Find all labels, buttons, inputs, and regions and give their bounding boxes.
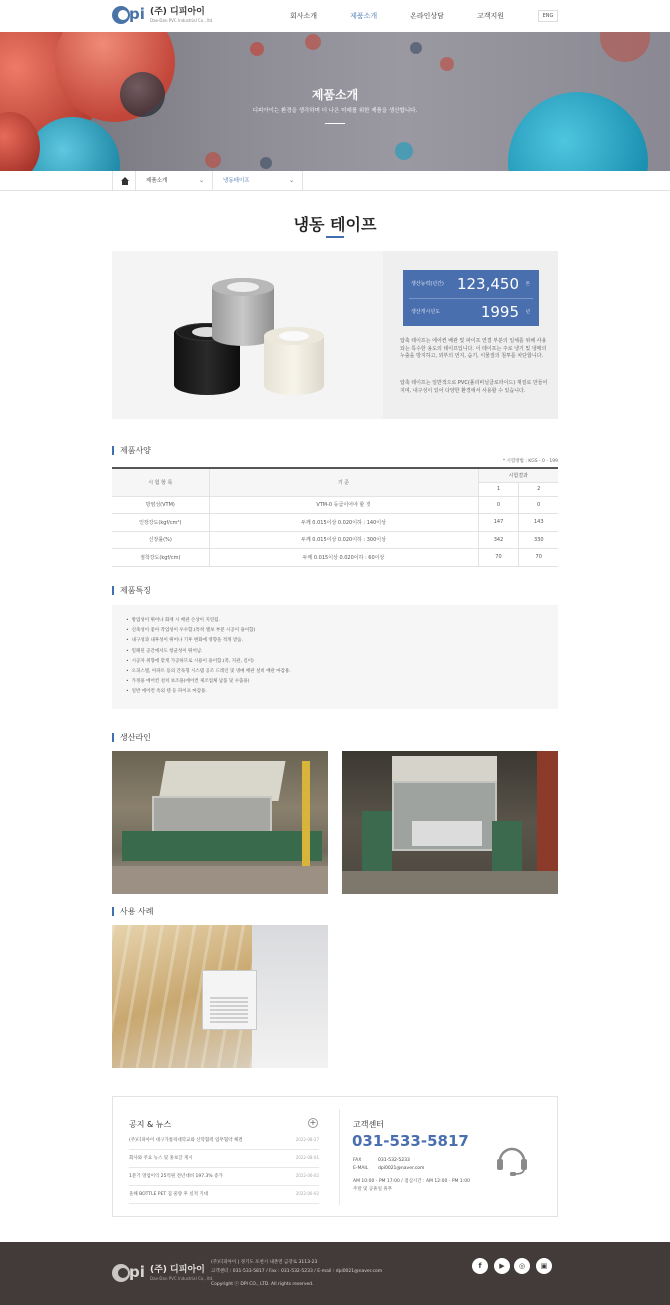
customer-hours: AM 10:00 - PM 17:00 / 점심시간 : AM 12:00 - PM 1:00: [353, 1179, 470, 1184]
info-divider: [339, 1109, 340, 1205]
spec-heading: 제품사양: [112, 446, 151, 455]
product-desc-1: 압축 테이프는 에어컨 배관 및 파이프 연결 부분의 일체를 위해 사용되는 특수한 용도의 테이프입니다. 이 테이프는 주로 냉기 및 냉매의 누출을 방지하고, 외부의 먼지, 습기, 이물질의 침투를 차단합니다.: [400, 338, 547, 359]
spec-col-r1: 1: [478, 482, 519, 496]
blog-icon[interactable]: ▣: [536, 1258, 552, 1274]
stat-box: [403, 270, 539, 326]
spec-col-item: 시 험 항 목: [112, 468, 209, 496]
lang-button[interactable]: ENG: [538, 10, 558, 22]
footer-logo-name: (주) 디피아이: [150, 1264, 205, 1275]
list-item: • 내구성과 내후성이 뛰어나 기후 변화에 영향을 적게 받음.: [126, 636, 558, 646]
stat-start-year: 생산개시년도 1995 년: [411, 303, 530, 321]
site-header: [0, 0, 670, 32]
hero-title: 제품소개: [311, 88, 359, 102]
spec-col-standard: 기 준: [209, 468, 478, 496]
spec-col-r2: 2: [519, 482, 558, 496]
customer-fax: FAX 031-532-5233: [353, 1158, 410, 1163]
footer-logo[interactable]: [112, 1262, 214, 1284]
table-row: 방염성(VTM) VTM-0 등급이어야 할 것 0 0: [112, 496, 558, 513]
logo-sub: Dae-Dan PVC Industrial Co., ltd.: [150, 17, 214, 23]
hero-divider: [325, 123, 345, 124]
stat-capacity: 생산능력(년간) 123,450 톤: [411, 275, 530, 293]
customer-holiday: 주말 및 공휴일 휴무: [353, 1187, 393, 1192]
footer-copyright: Copyright ⓒ DPI CO., LTD. All rights reserved.: [211, 1282, 314, 1287]
list-item: • 신축성이 좋아 작업성이 우수함.(특히 엘보 부분 시공이 용이함): [126, 626, 558, 636]
production-photo-1: [112, 751, 328, 894]
spec-col-result: 시험결과: [478, 468, 558, 482]
logo-name: (주) 디피아이: [150, 6, 205, 17]
chevron-down-icon: ⌄: [288, 177, 294, 184]
footer-contact: 고객센터 : 031-533-5817 / Fax : 031-532-5233 / E-mail : dpi0021@naver.com: [211, 1269, 383, 1274]
list-item: • 일반 에어컨 옥외 텐 등 파이프 마감용.: [126, 687, 558, 697]
customer-center-title: 고객센터: [353, 1120, 384, 1129]
instagram-icon[interactable]: ◎: [514, 1258, 530, 1274]
features-heading: 제품특징: [112, 586, 151, 595]
site-footer: [0, 1242, 670, 1305]
table-row: 점착강도(kgf/cm) 두께 0.015이상 0.020이하 : 60이상 70 70: [112, 548, 558, 566]
list-item: • 시공자 취향에 맞게 가공하므로 시용이 용이함.(폭, 지관, 길이): [126, 657, 558, 667]
breadcrumb-level1[interactable]: [136, 171, 213, 191]
page-title: 냉동 테이프: [293, 215, 377, 234]
nav-support[interactable]: 고객지원: [476, 12, 504, 20]
logo-mark-icon: pi: [112, 4, 148, 26]
list-item[interactable]: (주)디피아이 대구가톨릭대학교와 산학협력 업무협약 체결 2022-08-27: [129, 1132, 319, 1150]
notice-more-button[interactable]: +: [309, 1118, 317, 1127]
customer-email[interactable]: E-MAIL dpi0021@naver.com: [353, 1166, 425, 1171]
features-box: [112, 605, 558, 709]
list-item: • 밀폐된 공간에서도 항균성이 뛰어남.: [126, 647, 558, 657]
list-item: • 가정용 에어컨 설치 보조용(에어컨 제조업체 납품 및 수출용): [126, 677, 558, 687]
breadcrumb-level2[interactable]: [213, 171, 303, 191]
cases-heading: 사용 사례: [112, 907, 153, 916]
info-box: [112, 1096, 558, 1217]
breadcrumb-level1-label: 제품소개: [146, 178, 168, 184]
list-item[interactable]: 올해 BOTTLE PET 칩 물량 후 실적 기대 2022-06-02: [129, 1186, 319, 1204]
hero-subtitle: 디피아이는 환경을 생각하며 더 나은 미래를 위한 제품을 생산합니다.: [252, 108, 418, 114]
facebook-icon[interactable]: f: [472, 1258, 488, 1274]
main-nav: [290, 0, 537, 32]
case-photo: [112, 925, 328, 1068]
list-item[interactable]: 회사와 주요 뉴스 및 홍보글 게시 2022-08-01: [129, 1150, 319, 1168]
home-icon[interactable]: [112, 171, 136, 191]
footer-logo-sub: Dae-Dan PVC Industrial Co., ltd.: [150, 1275, 214, 1281]
nav-consult[interactable]: 온라인상담: [410, 12, 444, 20]
product-image: [112, 251, 383, 419]
product-info: [383, 251, 558, 419]
production-heading: 생산라인: [112, 733, 151, 742]
logo-mark-icon: pi: [112, 1262, 148, 1284]
notice-title: 공지 & 뉴스: [129, 1120, 172, 1129]
production-photo-2: [342, 751, 558, 894]
nav-products[interactable]: 제품소개: [350, 12, 378, 20]
spec-table: [112, 467, 558, 567]
spec-standard-note: * 시험방법 : KGS - 0 - 199: [502, 459, 558, 464]
headset-icon: [495, 1141, 529, 1177]
breadcrumb: [0, 171, 670, 191]
customer-phone[interactable]: 031-533-5817: [352, 1132, 469, 1150]
list-item: • 오피스텔, 아파트 등의 간독형 시스템 공조 드레인 및 냉매 배관 설비 배관 마감용.: [126, 667, 558, 677]
product-desc-2: 압축 테이프는 일반적으로 PVC(폴리비닐클로라이드) 재질로 만들어지며, 내구성이 있어 다양한 환경에서 사용할 수 있습니다.: [400, 380, 548, 394]
youtube-icon[interactable]: ▶: [494, 1258, 510, 1274]
table-row: 신장률(%) 두께 0.015이상 0.020이하 : 300이상 342 330: [112, 531, 558, 548]
footer-address: (주)디피아이 | 경기도 포천시 내촌면 금강로 3113-23: [211, 1260, 318, 1265]
list-item[interactable]: 1분기 영업이익 25억원 전년대비 197.3% 증가 2022-06-02: [129, 1168, 319, 1186]
hero-banner: [0, 32, 670, 171]
nav-about[interactable]: 회사소개: [290, 12, 318, 20]
title-underline: [326, 236, 344, 238]
logo[interactable]: [112, 4, 214, 26]
chevron-down-icon: ⌄: [198, 177, 204, 184]
table-row: 인장강도(kgf/cm²) 두께 0.015이상 0.020이하 : 140이상 147 143: [112, 513, 558, 531]
list-item: • 방염성이 뛰어나 화재 시 배관 손상이 지연됨.: [126, 616, 558, 626]
breadcrumb-level2-label: 냉동테이프: [223, 178, 250, 184]
